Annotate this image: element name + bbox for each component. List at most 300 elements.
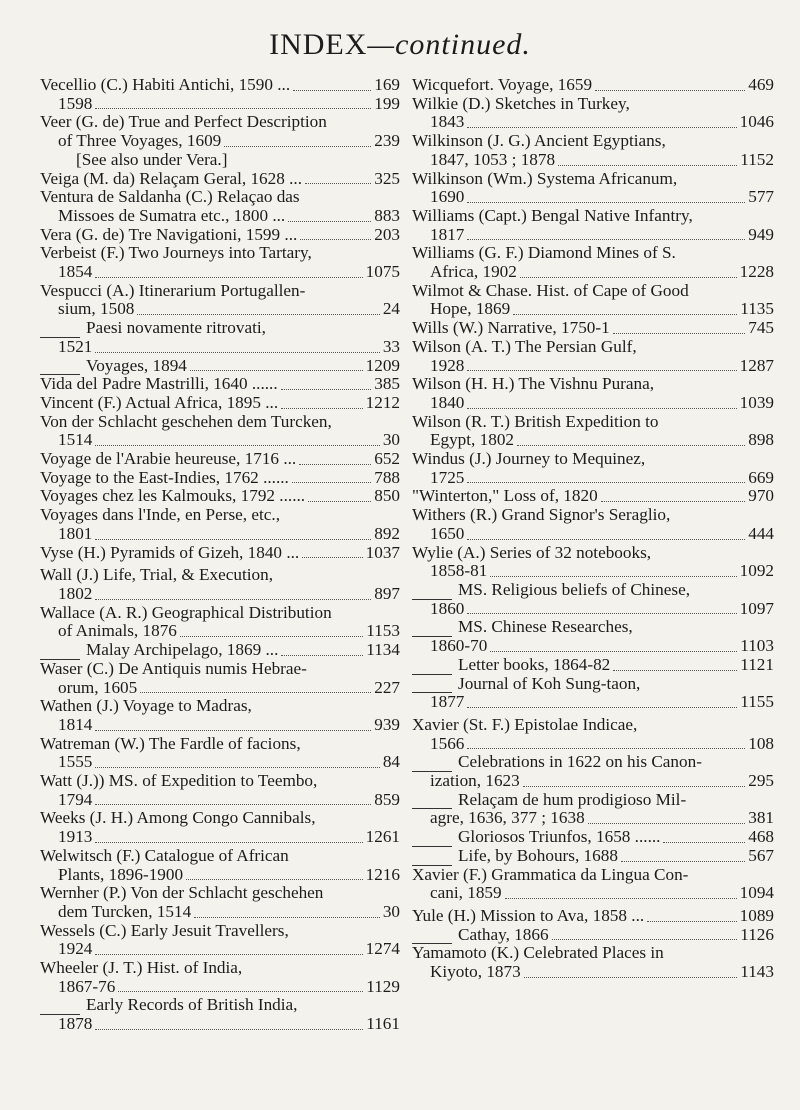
index-entry bbox=[40, 884, 400, 921]
entry-text: Africa, 1902 bbox=[430, 262, 517, 282]
entry-text: 1877 bbox=[430, 692, 465, 712]
entry-line bbox=[40, 922, 400, 941]
index-entry bbox=[412, 244, 774, 281]
index-entry bbox=[40, 922, 400, 959]
leader-dots bbox=[588, 823, 746, 824]
entry-line bbox=[412, 244, 774, 263]
entry-line bbox=[412, 884, 774, 903]
entry-text: 1802 bbox=[58, 583, 93, 603]
entry-text: Wilson (A. T.) The Persian Gulf, bbox=[412, 336, 637, 356]
entry-text: 1860-70 bbox=[430, 636, 488, 656]
leader-dots bbox=[118, 991, 363, 992]
index-entry bbox=[40, 996, 400, 1033]
entry-text: ization, 1623 bbox=[430, 771, 520, 791]
entry-text: Welwitsch (F.) Catalogue of African bbox=[40, 845, 289, 865]
index-entry bbox=[40, 469, 400, 488]
page-number: 883 bbox=[374, 205, 400, 225]
index-entry bbox=[412, 170, 774, 207]
entry-line bbox=[412, 753, 774, 772]
entry-text: Wilkinson (Wm.) Systema Africanum, bbox=[412, 168, 678, 188]
entry-line bbox=[40, 716, 400, 735]
entry-line bbox=[412, 319, 774, 338]
entry-line bbox=[412, 357, 774, 376]
entry-line bbox=[412, 944, 774, 963]
entry-text: Williams (Capt.) Bengal Native Infantry, bbox=[412, 205, 693, 225]
page-number: 325 bbox=[374, 168, 400, 188]
leader-dots bbox=[613, 670, 737, 671]
entry-line bbox=[412, 487, 774, 506]
leader-dots bbox=[552, 939, 738, 940]
ditto-dash bbox=[412, 674, 452, 675]
entry-line bbox=[40, 244, 400, 263]
leader-dots bbox=[300, 239, 371, 240]
leader-dots bbox=[467, 748, 745, 749]
entry-text: 1854 bbox=[58, 262, 93, 282]
entry-text: Wheeler (J. T.) Hist. of India, bbox=[40, 958, 243, 978]
leader-dots bbox=[302, 557, 362, 558]
entry-text: Xavier (St. F.) Epistolae Indicae, bbox=[412, 714, 638, 734]
leader-dots bbox=[281, 655, 363, 656]
entry-text: agre, 1636, 377 ; 1638 bbox=[430, 808, 585, 828]
page-number: 1037 bbox=[365, 542, 400, 562]
index-entry bbox=[40, 357, 400, 376]
leader-dots bbox=[95, 1029, 363, 1030]
entry-text: 1814 bbox=[58, 714, 93, 734]
entry-text: 1840 bbox=[430, 392, 465, 412]
entry-text: 1858-81 bbox=[430, 561, 488, 581]
index-entry bbox=[412, 828, 774, 847]
entry-line bbox=[412, 226, 774, 245]
leader-dots bbox=[288, 221, 371, 222]
entry-text: Early Records of British India, bbox=[86, 995, 298, 1015]
entry-text: Weeks (J. H.) Among Congo Cannibals, bbox=[40, 808, 316, 828]
page-number: 669 bbox=[748, 467, 774, 487]
page-number: 892 bbox=[374, 523, 400, 543]
index-entry bbox=[412, 487, 774, 506]
entry-text: 1794 bbox=[58, 789, 93, 809]
page-number: 169 bbox=[374, 75, 400, 94]
page-number: 1143 bbox=[740, 962, 774, 982]
entry-line bbox=[40, 772, 400, 791]
index-entry bbox=[412, 506, 774, 543]
index-entry bbox=[40, 76, 400, 113]
index-entry bbox=[40, 604, 400, 641]
page-number: 381 bbox=[748, 808, 774, 828]
leader-dots bbox=[190, 370, 363, 371]
entry-line bbox=[412, 525, 774, 544]
entry-line bbox=[40, 604, 400, 623]
page-number: 898 bbox=[748, 430, 774, 450]
entry-text: Vincent (F.) Actual Africa, 1895 ... bbox=[40, 392, 279, 412]
index-entry bbox=[412, 544, 774, 581]
entry-text: Vida del Padre Mastrilli, 1640 ...... bbox=[40, 374, 278, 394]
entry-text: Voyages dans l'Inde, en Perse, etc., bbox=[40, 505, 280, 525]
entry-text: 1878 bbox=[58, 1014, 93, 1034]
entry-text: Vyse (H.) Pyramids of Gizeh, 1840 ... bbox=[40, 542, 300, 562]
entry-line bbox=[412, 450, 774, 469]
entry-line bbox=[412, 544, 774, 563]
entry-line bbox=[40, 622, 400, 641]
entry-line bbox=[40, 525, 400, 544]
page-number: 1134 bbox=[366, 640, 400, 660]
entry-text: Life, by Bohours, 1688 bbox=[458, 845, 618, 865]
right-column bbox=[412, 76, 774, 982]
entry-line bbox=[40, 660, 400, 679]
index-entry bbox=[40, 506, 400, 543]
entry-line bbox=[40, 487, 400, 506]
entry-text: Watt (J.)) MS. of Expedition to Teembo, bbox=[40, 771, 318, 791]
entry-text: "Winterton," Loss of, 1820 bbox=[412, 486, 598, 506]
leader-dots bbox=[517, 445, 745, 446]
index-entry bbox=[412, 76, 774, 95]
leader-dots bbox=[613, 333, 746, 334]
entry-line bbox=[40, 847, 400, 866]
entry-line bbox=[40, 940, 400, 959]
leader-dots bbox=[467, 707, 737, 708]
page-number: 84 bbox=[382, 752, 400, 772]
page-number: 652 bbox=[374, 449, 400, 469]
leader-dots bbox=[558, 165, 737, 166]
entry-text: 1847, 1053 ; 1878 bbox=[430, 149, 556, 169]
page-number: 239 bbox=[374, 131, 400, 151]
entry-text: Hope, 1869 bbox=[430, 299, 511, 319]
entry-line bbox=[40, 413, 400, 432]
entry-text: Cathay, 1866 bbox=[458, 924, 549, 944]
entry-text: Journal of Koh Sung-taon, bbox=[458, 673, 641, 693]
entry-line bbox=[40, 996, 400, 1015]
entry-line bbox=[40, 866, 400, 885]
page-number: 227 bbox=[374, 677, 400, 697]
entry-text: 1514 bbox=[58, 430, 93, 450]
leader-dots bbox=[595, 90, 745, 91]
entry-text: Voyages chez les Kalmouks, 1792 ...... bbox=[40, 486, 306, 506]
entry-line bbox=[412, 772, 774, 791]
entry-line bbox=[40, 884, 400, 903]
leader-dots bbox=[467, 408, 736, 409]
page-number: 33 bbox=[382, 336, 400, 356]
entry-line bbox=[412, 656, 774, 675]
entry-line bbox=[412, 394, 774, 413]
entry-text: Paesi novamente ritrovati, bbox=[86, 318, 266, 338]
leader-dots bbox=[467, 370, 736, 371]
page-number: 970 bbox=[748, 486, 774, 506]
index-entry bbox=[40, 641, 400, 660]
entry-text: Vecellio (C.) Habiti Antichi, 1590 ... bbox=[40, 75, 291, 94]
index-entry bbox=[40, 282, 400, 319]
page-number: 1212 bbox=[365, 392, 400, 412]
entry-line bbox=[412, 207, 774, 226]
index-entry bbox=[412, 375, 774, 412]
page-number: 1094 bbox=[739, 883, 774, 903]
entry-text: Wathen (J.) Voyage to Madras, bbox=[40, 696, 252, 716]
leader-dots bbox=[299, 464, 371, 465]
index-entry bbox=[412, 581, 774, 618]
entry-line bbox=[40, 226, 400, 245]
index-entry bbox=[40, 226, 400, 245]
entry-line bbox=[40, 113, 400, 132]
page-number: 939 bbox=[374, 714, 400, 734]
entry-line bbox=[412, 95, 774, 114]
entry-text: Wall (J.) Life, Trial, & Execution, bbox=[40, 565, 273, 585]
leader-dots bbox=[467, 482, 745, 483]
entry-line bbox=[40, 95, 400, 114]
entry-text: MS. Religious beliefs of Chinese, bbox=[458, 579, 691, 599]
page-number: 577 bbox=[748, 187, 774, 207]
entry-line bbox=[40, 338, 400, 357]
page-number: 1155 bbox=[740, 692, 774, 712]
page-number: 469 bbox=[748, 75, 774, 94]
entry-line bbox=[40, 469, 400, 488]
entry-text: Vera (G. de) Tre Navigationi, 1599 ... bbox=[40, 224, 298, 244]
index-entry bbox=[412, 282, 774, 319]
entry-line bbox=[40, 170, 400, 189]
entry-line bbox=[412, 600, 774, 619]
entry-line bbox=[40, 791, 400, 810]
index-entry bbox=[40, 809, 400, 846]
leader-dots bbox=[513, 314, 737, 315]
page-number: 1161 bbox=[366, 1014, 400, 1034]
leader-dots bbox=[647, 921, 736, 922]
page-number: 1287 bbox=[739, 355, 774, 375]
entry-line bbox=[412, 375, 774, 394]
page-number: 897 bbox=[374, 583, 400, 603]
entry-text: Celebrations in 1622 on his Canon- bbox=[458, 752, 702, 772]
entry-text: Letter books, 1864-82 bbox=[458, 654, 611, 674]
index-entry bbox=[412, 656, 774, 675]
entry-text: Yamamoto (K.) Celebrated Places in bbox=[412, 943, 664, 963]
page-number: 745 bbox=[748, 318, 774, 338]
entry-line bbox=[412, 716, 774, 735]
page-number: 1075 bbox=[365, 262, 400, 282]
index-entry bbox=[412, 791, 774, 828]
index-entry bbox=[40, 413, 400, 450]
entry-text: Wicquefort. Voyage, 1659 bbox=[412, 75, 593, 94]
index-entry bbox=[412, 132, 774, 169]
entry-text: Ventura de Saldanha (C.) Relaçao das bbox=[40, 187, 300, 207]
entry-line bbox=[412, 282, 774, 301]
page-number: 444 bbox=[748, 523, 774, 543]
entry-text: Von der Schlacht geschehen dem Turcken, bbox=[40, 411, 332, 431]
entry-line bbox=[40, 450, 400, 469]
entry-text: Vespucci (A.) Itinerarium Portugallen- bbox=[40, 280, 306, 300]
entry-text: 1924 bbox=[58, 939, 93, 959]
entry-text: Watreman (W.) The Fardle of facions, bbox=[40, 733, 301, 753]
entry-text: sium, 1508 bbox=[58, 299, 135, 319]
entry-text: MS. Chinese Researches, bbox=[458, 617, 633, 637]
entry-line bbox=[412, 469, 774, 488]
entry-text: Windus (J.) Journey to Mequinez, bbox=[412, 449, 646, 469]
page-number: 1152 bbox=[740, 149, 774, 169]
page-number: 1121 bbox=[740, 654, 774, 674]
entry-line bbox=[40, 263, 400, 282]
page-number: 1039 bbox=[739, 392, 774, 412]
entry-line bbox=[40, 641, 400, 660]
index-entry bbox=[40, 959, 400, 996]
entry-line bbox=[412, 866, 774, 885]
entry-text: Wilkie (D.) Sketches in Turkey, bbox=[412, 93, 630, 113]
entry-line bbox=[412, 76, 774, 95]
see-also-note: [See also under Vera.] bbox=[76, 149, 228, 169]
leader-dots bbox=[140, 692, 371, 693]
entry-text: 1521 bbox=[58, 336, 93, 356]
leader-dots bbox=[194, 917, 380, 918]
leader-dots bbox=[523, 786, 745, 787]
entry-text: of Three Voyages, 1609 bbox=[58, 131, 222, 151]
page-number: 850 bbox=[374, 486, 400, 506]
index-entry bbox=[412, 207, 774, 244]
header-continued: —continued. bbox=[367, 28, 531, 61]
entry-text: Veiga (M. da) Relaçam Geral, 1628 ... bbox=[40, 168, 303, 188]
leader-dots bbox=[467, 613, 736, 614]
leader-dots bbox=[490, 651, 737, 652]
entry-text: Veer (G. de) True and Perfect Description bbox=[40, 112, 327, 132]
index-entry bbox=[40, 772, 400, 809]
entry-line bbox=[412, 170, 774, 189]
page-number: 1135 bbox=[740, 299, 774, 319]
entry-text: 1843 bbox=[430, 112, 465, 132]
index-entry bbox=[40, 544, 400, 563]
entry-text: 1650 bbox=[430, 523, 465, 543]
page-number: 108 bbox=[748, 733, 774, 753]
index-entry bbox=[40, 487, 400, 506]
entry-text: of Animals, 1876 bbox=[58, 621, 177, 641]
leader-dots bbox=[305, 183, 371, 184]
entry-text: Missoes de Sumatra etc., 1800 ... bbox=[58, 205, 286, 225]
entry-line bbox=[40, 300, 400, 319]
index-entry bbox=[40, 188, 400, 225]
entry-text: orum, 1605 bbox=[58, 677, 138, 697]
entry-line bbox=[40, 903, 400, 922]
entry-text: Williams (G. F.) Diamond Mines of S. bbox=[412, 243, 676, 263]
page-number: 1228 bbox=[739, 262, 774, 282]
entry-line bbox=[40, 1015, 400, 1034]
index-entry bbox=[412, 450, 774, 487]
entry-line bbox=[412, 809, 774, 828]
leader-dots bbox=[281, 408, 362, 409]
entry-line bbox=[40, 828, 400, 847]
entry-line bbox=[40, 188, 400, 207]
entry-line bbox=[412, 791, 774, 810]
entry-text: Malay Archipelago, 1869 ... bbox=[86, 640, 279, 660]
page-number: 788 bbox=[374, 467, 400, 487]
page-number: 1274 bbox=[365, 939, 400, 959]
leader-dots bbox=[95, 804, 371, 805]
index-entry bbox=[412, 907, 774, 926]
entry-line bbox=[40, 978, 400, 997]
entry-line bbox=[40, 544, 400, 563]
index-entry bbox=[412, 926, 774, 945]
index-entry bbox=[40, 660, 400, 697]
entry-line bbox=[40, 679, 400, 698]
entry-text: Voyage to the East-Indies, 1762 ...... bbox=[40, 467, 289, 487]
leader-dots bbox=[308, 501, 371, 502]
index-entry bbox=[40, 450, 400, 469]
entry-text: Relaçam de hum prodigioso Mil- bbox=[458, 789, 687, 809]
leader-dots bbox=[293, 90, 371, 91]
page-number: 1126 bbox=[740, 924, 774, 944]
entry-line bbox=[412, 926, 774, 945]
ditto-dash bbox=[412, 846, 452, 847]
page-number: 203 bbox=[374, 224, 400, 244]
entry-text: 1817 bbox=[430, 224, 465, 244]
index-entry bbox=[40, 170, 400, 189]
index-entry bbox=[40, 319, 400, 356]
index-entry bbox=[40, 244, 400, 281]
entry-text: Wessels (C.) Early Jesuit Travellers, bbox=[40, 920, 289, 940]
entry-text: Gloriosos Triunfos, 1658 ...... bbox=[458, 827, 661, 847]
entry-line bbox=[40, 566, 400, 585]
entry-line bbox=[412, 735, 774, 754]
entry-line bbox=[40, 753, 400, 772]
entry-line bbox=[40, 394, 400, 413]
leader-dots bbox=[505, 898, 737, 899]
leader-dots bbox=[95, 445, 379, 446]
page-number: 949 bbox=[748, 224, 774, 244]
entry-text: Verbeist (F.) Two Journeys into Tartary, bbox=[40, 243, 312, 263]
entry-text: Wallace (A. R.) Geographical Distribution bbox=[40, 602, 332, 622]
entry-text: Egypt, 1802 bbox=[430, 430, 515, 450]
page-number: 567 bbox=[748, 845, 774, 865]
entry-text: 1555 bbox=[58, 752, 93, 772]
entry-text: 1928 bbox=[430, 355, 465, 375]
entry-text: 1867-76 bbox=[58, 976, 116, 996]
index-entry bbox=[412, 618, 774, 655]
entry-line bbox=[40, 506, 400, 525]
entry-line bbox=[412, 413, 774, 432]
index-entry bbox=[412, 675, 774, 712]
page-number: 1046 bbox=[739, 112, 774, 132]
leader-dots bbox=[95, 767, 379, 768]
entry-text: cani, 1859 bbox=[430, 883, 502, 903]
entry-line bbox=[412, 188, 774, 207]
page-number: 24 bbox=[382, 299, 400, 319]
entry-line bbox=[412, 618, 774, 637]
page-number: 295 bbox=[748, 771, 774, 791]
entry-text: 1566 bbox=[430, 733, 465, 753]
index-entry bbox=[412, 716, 774, 753]
entry-text: Wilson (R. T.) British Expedition to bbox=[412, 411, 659, 431]
entry-text: Wills (W.) Narrative, 1750-1 bbox=[412, 318, 610, 338]
leader-dots bbox=[281, 389, 372, 390]
leader-dots bbox=[520, 277, 737, 278]
leader-dots bbox=[467, 127, 736, 128]
entry-text: 1690 bbox=[430, 187, 465, 207]
entry-text: Xavier (F.) Grammatica da Lingua Con- bbox=[412, 864, 689, 884]
left-column bbox=[40, 76, 400, 1034]
entry-text: Waser (C.) De Antiquis numis Hebrae- bbox=[40, 658, 307, 678]
entry-text: 1725 bbox=[430, 467, 465, 487]
header-title: INDEX bbox=[269, 28, 368, 61]
entry-text: Yule (H.) Mission to Ava, 1858 ... bbox=[412, 905, 645, 925]
entry-text: Withers (R.) Grand Signor's Seraglio, bbox=[412, 505, 671, 525]
entry-line bbox=[40, 697, 400, 716]
entry-line bbox=[412, 132, 774, 151]
entry-text: 1801 bbox=[58, 523, 93, 543]
entry-line bbox=[412, 581, 774, 600]
leader-dots bbox=[224, 146, 371, 147]
entry-line bbox=[40, 132, 400, 151]
page-number: 1097 bbox=[739, 598, 774, 618]
entry-line bbox=[412, 828, 774, 847]
leader-dots bbox=[95, 842, 362, 843]
entry-line bbox=[40, 207, 400, 226]
entry-text: Wilkinson (J. G.) Ancient Egyptians, bbox=[412, 131, 666, 151]
leader-dots bbox=[292, 482, 371, 483]
entry-line bbox=[40, 959, 400, 978]
entry-line bbox=[412, 300, 774, 319]
entry-line bbox=[412, 506, 774, 525]
index-entry bbox=[40, 113, 400, 169]
